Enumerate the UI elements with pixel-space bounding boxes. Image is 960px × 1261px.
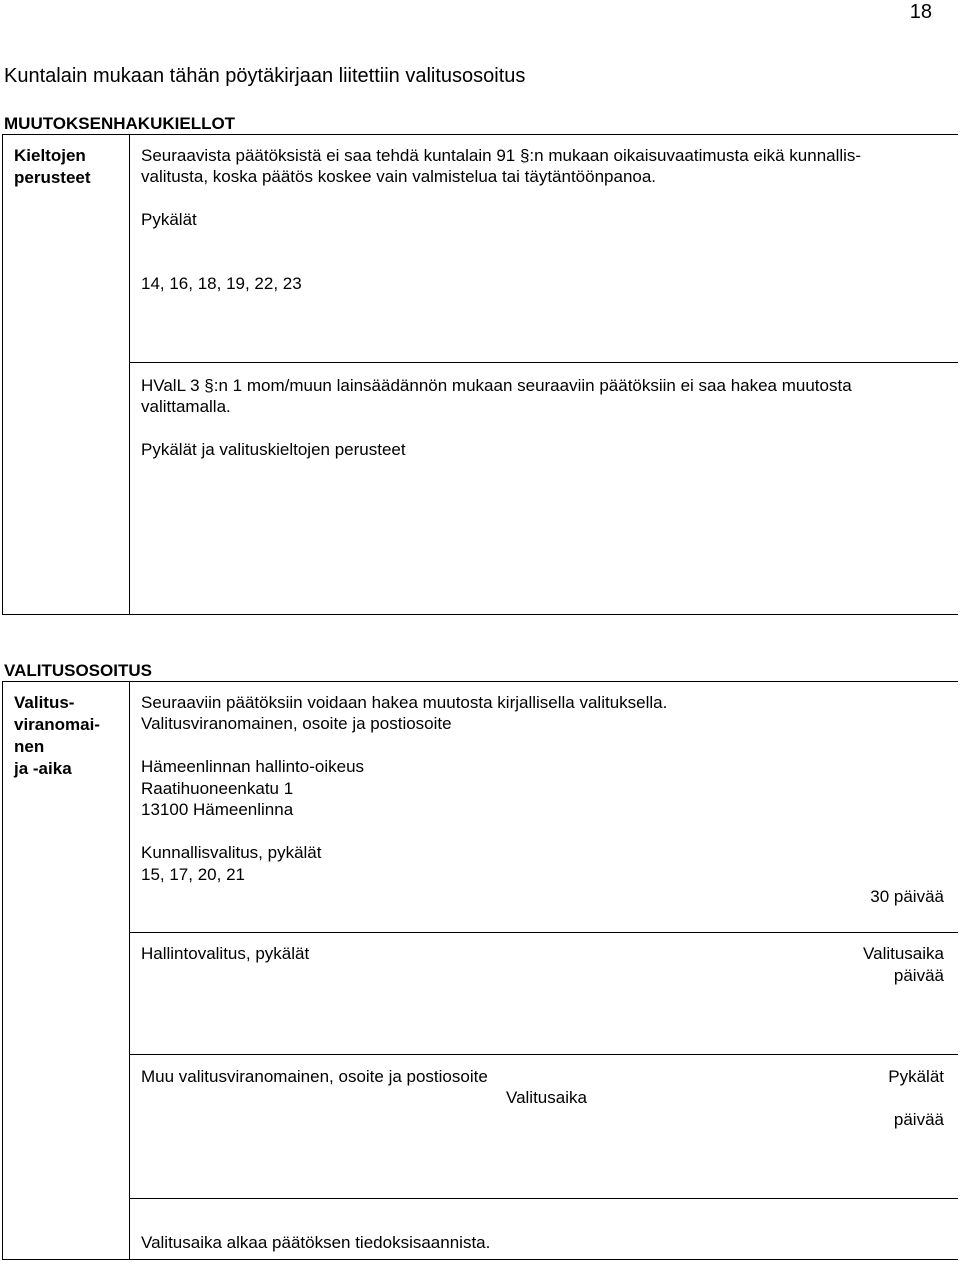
table-column-divider — [129, 681, 130, 1260]
authority-label: Valitusviranomainen, osoite ja postiosoite — [141, 714, 452, 733]
footer-note: Valitusaika alkaa päätöksen tiedoksisaannista. — [141, 1233, 491, 1252]
hallintovalitus-label: Hallintovalitus, pykälät — [141, 944, 310, 963]
valitusviranomainen-label-1: Valitus- — [14, 693, 75, 712]
kuntalaki-text-line-1: Seuraavista päätöksistä ei saa tehdä kuntalain 91 §:n mukaan oikaisuvaatimusta eikä kunnallis- — [141, 146, 862, 165]
other-paivaa-label: päivää — [893, 1110, 944, 1129]
table-border-top — [2, 681, 958, 682]
table-row-divider — [129, 932, 958, 933]
hvall-text-line-2: valittamalla. — [141, 397, 231, 416]
table-row-divider — [129, 1054, 958, 1055]
hallintovalitus-time-unit: päivää — [893, 966, 944, 985]
other-valitusaika-label: Valitusaika — [506, 1088, 587, 1107]
valitusviranomainen-label-4: ja -aika — [14, 759, 72, 778]
table-row-divider — [129, 362, 958, 363]
perusteet-label: perusteet — [14, 168, 91, 187]
valitusviranomainen-label-2: viranomai- — [14, 715, 100, 734]
authority-postcode: 13100 Hämeenlinna — [141, 800, 294, 819]
kuntalaki-text-line-2: valitusta, koska päätös koskee vain valmistelua tai täytäntöönpanoa. — [141, 167, 657, 186]
table-border-left — [2, 681, 3, 1260]
valitusosoitus-heading: VALITUSOSOITUS — [4, 661, 152, 680]
valitusviranomainen-label-3: nen — [14, 737, 45, 756]
kunnallisvalitus-values: 15, 17, 20, 21 — [141, 865, 245, 884]
authority-name: Hämeenlinnan hallinto-oikeus — [141, 757, 365, 776]
hvall-pykalat-label: Pykälät ja valituskieltojen perusteet — [141, 440, 406, 459]
kunnallisvalitus-time: 30 päivää — [870, 887, 944, 906]
hvall-text-line-1: HValL 3 §:n 1 mom/muun lainsäädännön mukaan seuraaviin päätöksiin ei saa hakea muutosta — [141, 376, 852, 395]
other-pykalat-label: Pykälät — [888, 1067, 944, 1086]
kieltojen-label: Kieltojen — [14, 146, 86, 165]
valitus-intro: Seuraaviin päätöksiin voidaan hakea muutosta kirjallisella valituksella. — [141, 693, 668, 712]
table-row-divider — [129, 1198, 958, 1199]
page-title: Kuntalain mukaan tähän pöytäkirjaan liitettiin valitusosoitus — [4, 65, 526, 87]
muutoksenhakukiellot-heading: MUUTOKSENHAKUKIELLOT — [4, 114, 236, 133]
table-border-bottom — [2, 614, 958, 615]
pykalat-label: Pykälät — [141, 210, 197, 229]
page-number: 18 — [909, 1, 932, 23]
pykalat-values: 14, 16, 18, 19, 22, 23 — [141, 274, 302, 293]
table-border-top — [2, 134, 958, 135]
hallintovalitus-time-label: Valitusaika — [863, 944, 944, 963]
table-border-bottom — [2, 1259, 958, 1260]
table-column-divider — [129, 134, 130, 615]
table-border-left — [2, 134, 3, 615]
authority-street: Raatihuoneenkatu 1 — [141, 779, 294, 798]
other-authority-label: Muu valitusviranomainen, osoite ja postiosoite — [141, 1067, 488, 1086]
kunnallisvalitus-label: Kunnallisvalitus, pykälät — [141, 843, 322, 862]
